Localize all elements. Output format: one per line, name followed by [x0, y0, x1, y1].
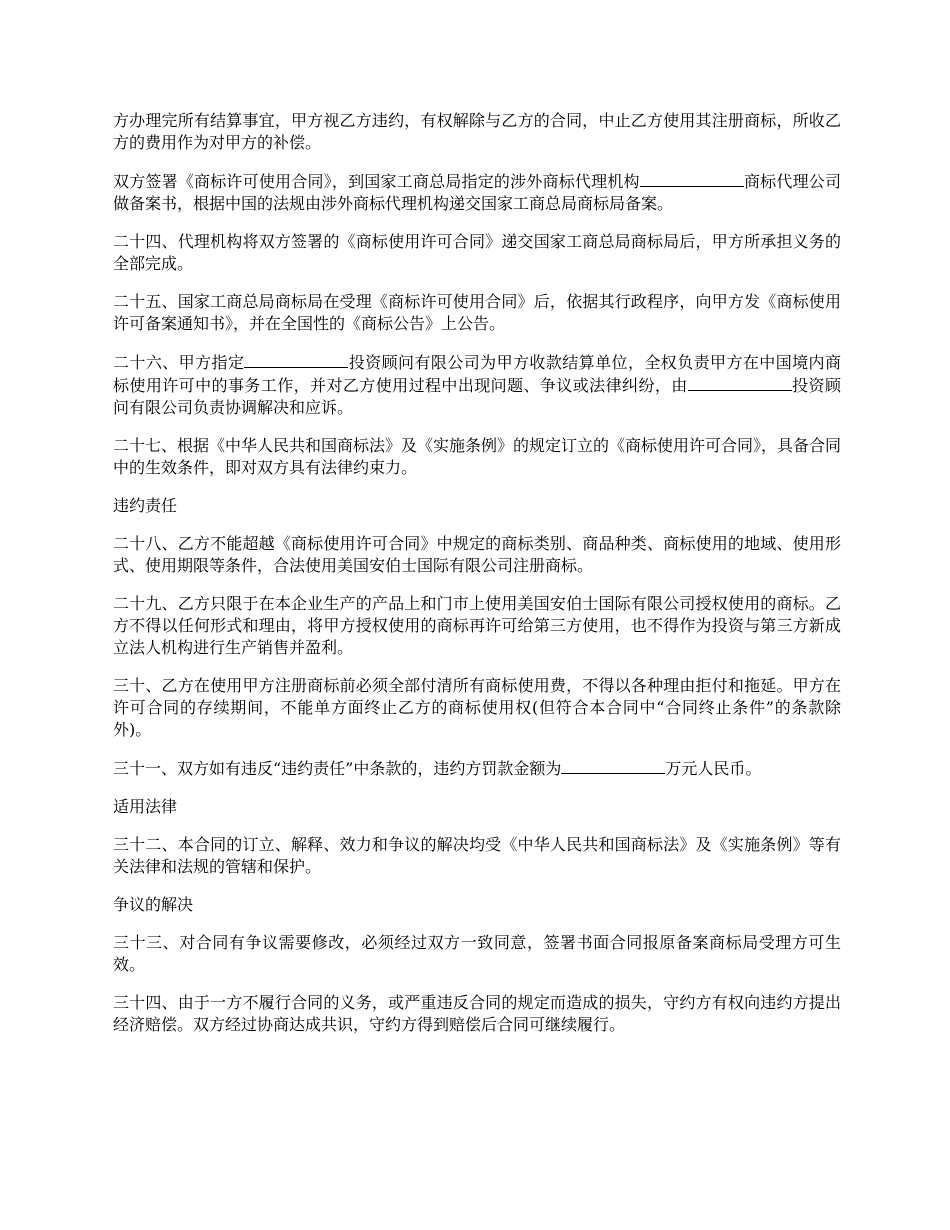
paragraph-clause-25: 二十五、国家工商总局商标局在受理《商标许可使用合同》后，依据其行政程序，向甲方发《商标使用许可备案通知书》，并在全国性的《商标公告》上公告。	[113, 292, 841, 333]
paragraph-filing: 双方签署《商标许可使用合同》，到国家工商总局指定的涉外商标代理机构 商标代理公司做备案书，根据中国的法规由涉外商标代理机构递交国家工商总局商标局备案。	[113, 172, 841, 213]
paragraph-clause-29: 二十九、乙方只限于在本企业生产的产品上和门市上使用美国安伯士国际有限公司授权使用的商标。乙方不得以任何形式和理由，将甲方授权使用的商标再许可给第三方使用，也不得作为投资与第三方新成立法人机构进行生产销售并盈利。	[113, 594, 841, 657]
section-heading-law: 适用法律	[113, 797, 178, 816]
paragraph-clause-27: 二十七、根据《中华人民共和国商标法》及《实施条例》的规定订立的《商标使用许可合同》，具备合同中的生效条件，即对双方具有法律约束力。	[113, 436, 842, 477]
paragraph-clause-31: 三十一、双方如有违反“违约责任”中条款的，违约方罚款金额为 万元人民币。	[113, 759, 762, 778]
paragraph-clause-32: 三十二、本合同的订立、解释、效力和争议的解决均受《中华人民共和国商标法》及《实施条例》等有关法律和法规的管辖和保护。	[113, 835, 841, 876]
paragraph-clause-28: 二十八、乙方不能超越《商标使用许可合同》中规定的商标类别、商品种类、商标使用的地域、使用形式、使用期限等条件，合法使用美国安伯士国际有限公司注册商标。	[113, 534, 841, 575]
paragraph-clause-26: 二十六、甲方指定 投资顾问有限公司为甲方收款结算单位，全权负责甲方在中国境内商标使用许可中的事务工作，并对乙方使用过程中出现问题、争议或法律纠纷，由 投资顾问有限公司负责协调解决和应诉。	[113, 353, 841, 417]
blank-company-name-2	[688, 374, 792, 391]
paragraph-clause-24: 二十四、代理机构将双方签署的《商标使用许可合同》递交国家工商总局商标局后，甲方所承担义务的全部完成。	[113, 232, 841, 273]
blank-agency-name	[640, 170, 744, 187]
document-body	[113, 110, 841, 1052]
section-heading-disputes: 争议的解决	[113, 895, 194, 914]
paragraph-clause-30: 三十、乙方在使用甲方注册商标前必须全部付清所有商标使用费，不得以各种理由拒付和拖延。甲方在许可合同的存续期间，不能单方面终止乙方的商标使用权(但符合本合同中“合同终止条件”的条款除外)。	[113, 676, 841, 739]
section-heading-liability: 违约责任	[113, 496, 178, 515]
paragraph-clause-34: 三十四、由于一方不履行合同的义务，或严重违反合同的规定而造成的损失，守约方有权向违约方提出经济赔偿。双方经过协商达成共识，守约方得到赔偿后合同可继续履行。	[113, 993, 841, 1034]
paragraph-clause-33: 三十三、对合同有争议需要修改，必须经过双方一致同意，签署书面合同报原备案商标局受理方可生效。	[113, 933, 841, 974]
paragraph-settlement: 方办理完所有结算事宜，甲方视乙方违约，有权解除与乙方的合同，中止乙方使用其注册商标，所收乙方的费用作为对甲方的补偿。	[113, 111, 841, 152]
blank-penalty-amount	[561, 757, 665, 774]
blank-company-name	[244, 351, 348, 368]
